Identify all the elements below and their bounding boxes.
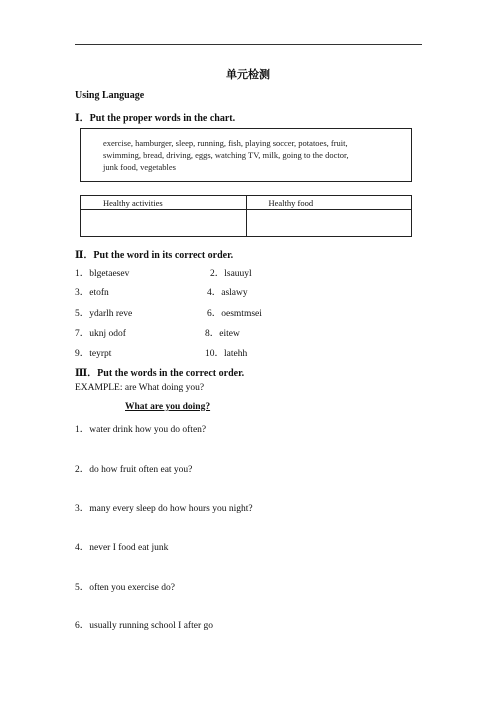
example-answer: What are you doing? bbox=[125, 402, 211, 412]
part2-heading: Ⅱ．Put the word in its correct order. bbox=[75, 250, 234, 261]
word-list-line: swimming, bread, driving, eggs, watching TV, milk, going to the doctor, bbox=[103, 150, 349, 160]
example-sentence: EXAMPLE: are What doing you? bbox=[75, 383, 205, 393]
scramble-item: 7．uknj odof bbox=[75, 329, 126, 339]
col-healthy-activities: Healthy activities bbox=[81, 196, 247, 210]
scramble-item: 4．aslawy bbox=[207, 288, 248, 298]
word-list-line: junk food, vegetables bbox=[103, 162, 176, 172]
part3-heading: Ⅲ．Put the words in the correct order. bbox=[75, 368, 245, 379]
reorder-item: 1．water drink how you do often? bbox=[75, 425, 207, 435]
scramble-item: 3．etofn bbox=[75, 288, 109, 298]
header-rule bbox=[75, 44, 422, 45]
word-list-line: exercise, hamburger, sleep, running, fish, playing soccer, potatoes, fruit, bbox=[103, 138, 348, 148]
reorder-item: 4．never I food eat junk bbox=[75, 543, 169, 553]
part1-heading: Ⅰ．Put the proper words in the chart. bbox=[75, 113, 236, 124]
scramble-item: 9．teyrpt bbox=[75, 349, 112, 359]
scramble-item: 5．ydarlh reve bbox=[75, 309, 133, 319]
section-heading: Using Language bbox=[75, 90, 145, 101]
scramble-item: 1．blgetaesev bbox=[75, 269, 130, 279]
col-healthy-food: Healthy food bbox=[246, 196, 412, 210]
answer-cell-food[interactable] bbox=[246, 210, 412, 237]
scramble-item: 10．latehh bbox=[205, 349, 248, 359]
reorder-item: 5．often you exercise do? bbox=[75, 583, 175, 593]
reorder-item: 6．usually running school I after go bbox=[75, 621, 213, 631]
reorder-item: 2．do how fruit often eat you? bbox=[75, 465, 193, 475]
answer-cell-activities[interactable] bbox=[81, 210, 247, 237]
sorting-chart bbox=[80, 195, 412, 237]
reorder-item: 3．many every sleep do how hours you night? bbox=[75, 504, 253, 514]
page-title: 单元检测 bbox=[226, 68, 270, 81]
word-list-box bbox=[80, 128, 412, 182]
scramble-item: 2．lsauuyl bbox=[210, 269, 252, 279]
scramble-item: 8．eitew bbox=[205, 329, 240, 339]
scramble-item: 6．oesmtmsei bbox=[207, 309, 262, 319]
